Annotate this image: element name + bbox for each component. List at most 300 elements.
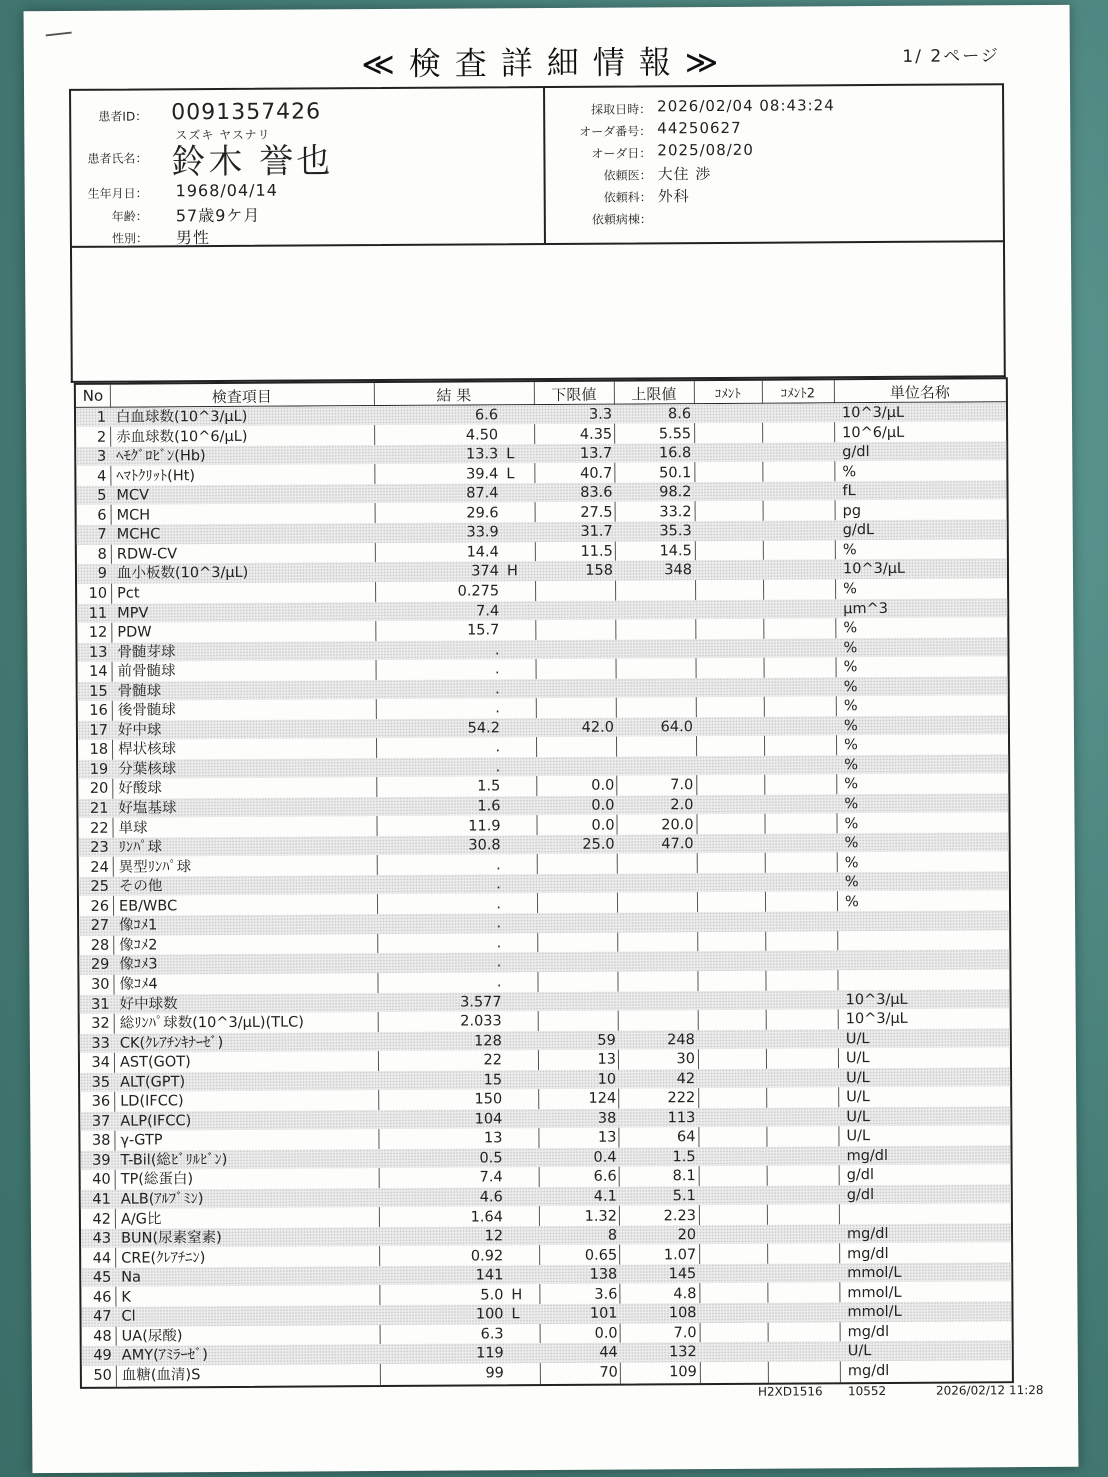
upper-limit: 64.0 [660, 718, 693, 736]
collected-value: 2026/02/04 08:43:24 [657, 96, 835, 116]
test-item: ﾘﾝﾊﾟ球 [118, 839, 163, 856]
unit-name: % [844, 835, 859, 852]
lower-limit: 13 [597, 1051, 617, 1068]
header-no: No [82, 386, 104, 405]
result-value: 150 [474, 1091, 503, 1108]
unit-name: mmol/L [847, 1304, 902, 1321]
pen-mark [46, 32, 72, 37]
result-value: 14.4 [466, 544, 499, 561]
row-no: 27 [90, 917, 110, 935]
unit-name: % [843, 581, 857, 598]
unit-name: % [842, 463, 857, 480]
collected-label: 採取日時： [591, 102, 652, 117]
row-no: 14 [89, 663, 108, 680]
abnormal-flag: L [506, 446, 515, 463]
result-value: . [495, 700, 500, 717]
unit-name: U/L [846, 1108, 870, 1125]
lower-limit: 38 [597, 1110, 617, 1127]
row-no: 9 [97, 566, 108, 583]
unit-name: g/dl [846, 1187, 875, 1204]
upper-limit: 5.55 [658, 425, 692, 442]
row-no: 34 [91, 1054, 111, 1071]
result-value: 12 [484, 1228, 504, 1245]
lower-limit: 101 [589, 1305, 618, 1323]
test-item: MCH [116, 507, 151, 524]
result-value: 100 [475, 1306, 504, 1323]
header-result: 結 果 [436, 386, 472, 405]
unit-name: 10^3/μL [845, 1010, 908, 1028]
row-no: 4 [97, 468, 107, 485]
unit-name: mmol/L [847, 1284, 902, 1301]
test-item: PDW [117, 624, 152, 641]
result-value: 0.92 [470, 1247, 504, 1265]
unit-name: U/L [846, 1128, 871, 1145]
unit-name: % [843, 698, 858, 715]
patient-name-label: 患者氏名： [87, 151, 148, 166]
result-value: . [494, 661, 500, 678]
lower-limit: 13 [597, 1129, 617, 1147]
row-no: 15 [89, 683, 108, 700]
dob-label: 生年月日： [87, 186, 148, 201]
unit-name: g/dL [842, 522, 875, 539]
upper-limit: 42 [676, 1070, 696, 1087]
test-item: 白血球数(10^3/μL) [115, 408, 248, 426]
upper-limit: 5.1 [672, 1188, 696, 1205]
report-title: ≪検査詳細情報≫ [361, 42, 733, 84]
test-item: EB/WBC [118, 898, 178, 915]
row-no: 24 [90, 859, 109, 876]
row-no: 50 [93, 1367, 112, 1384]
unit-name: % [844, 776, 859, 793]
result-value: 141 [475, 1267, 504, 1284]
result-value: . [496, 954, 502, 971]
test-item: AST(GOT) [119, 1054, 191, 1071]
upper-limit: 35.3 [659, 523, 692, 540]
info-divider [543, 88, 546, 243]
upper-limit: 14.5 [659, 542, 692, 560]
test-item: ﾍﾏﾄｸﾘｯﾄ(Ht) [116, 467, 196, 485]
result-value: . [496, 935, 502, 952]
lower-limit: 138 [589, 1266, 618, 1283]
row-no: 6 [97, 507, 107, 524]
lower-limit: 10 [597, 1071, 617, 1088]
doctor-label: 依頼医： [603, 168, 652, 183]
test-item: MPV [117, 604, 149, 622]
test-item: T-Bil(総ﾋﾞﾘﾙﾋﾞﾝ) [120, 1151, 228, 1169]
dob-value: 1968/04/14 [175, 180, 278, 201]
test-item: CK(ｸﾚｱﾁﾝｷﾅｰｾﾞ) [119, 1034, 224, 1052]
test-item: RDW-CV [116, 546, 178, 563]
lower-limit: 1.32 [584, 1208, 617, 1225]
lower-limit: 0.0 [591, 778, 615, 795]
header-item: 検査項目 [211, 387, 272, 407]
upper-limit: 30 [676, 1051, 696, 1068]
upper-limit: 348 [664, 562, 693, 579]
row-no: 30 [90, 976, 110, 993]
sex-value: 男性 [175, 228, 211, 248]
result-value: . [495, 759, 501, 776]
result-value: 2.033 [460, 1013, 502, 1030]
unit-name: mg/dl [846, 1226, 889, 1243]
upper-limit: 222 [667, 1090, 696, 1107]
result-value: . [496, 876, 501, 893]
result-value: 13.3 [465, 446, 499, 463]
row-no: 33 [91, 1035, 110, 1052]
lower-limit: 3.3 [588, 406, 613, 423]
upper-limit: 4.8 [673, 1285, 697, 1303]
result-value: 1.5 [477, 778, 501, 795]
upper-limit: 8.1 [672, 1168, 696, 1185]
row-no: 49 [93, 1348, 112, 1365]
result-value: 29.6 [466, 505, 499, 522]
lower-limit: 59 [597, 1032, 616, 1049]
unit-name: % [842, 541, 857, 559]
test-item: 血小板数(10^3/μL) [116, 565, 249, 583]
upper-limit: 33.2 [659, 503, 692, 521]
unit-name: % [844, 893, 859, 910]
test-item: 像ｺﾒ3 [119, 956, 158, 974]
header-low: 下限値 [551, 385, 597, 404]
result-value: . [496, 896, 502, 913]
test-item: 桿状核球 [118, 741, 177, 758]
row-no: 29 [90, 957, 110, 974]
test-item: ﾍﾓｸﾞﾛﾋﾞﾝ(Hb) [116, 448, 206, 465]
test-item: 骨髄芽球 [117, 643, 176, 661]
row-no: 3 [96, 448, 107, 465]
lower-limit: 44 [599, 1344, 618, 1362]
row-no: 41 [92, 1191, 111, 1208]
row-no: 31 [91, 996, 110, 1013]
doctor-value: 大住 渉 [657, 165, 712, 184]
result-value: . [496, 915, 502, 932]
row-no: 2 [96, 429, 107, 446]
unit-name: 10^3/μL [842, 561, 906, 578]
lower-limit: 40.7 [580, 465, 613, 482]
test-item: 好塩基球 [118, 800, 177, 817]
abnormal-flag: H [511, 1286, 523, 1304]
test-item: AMY(ｱﾐﾗｰｾﾞ) [121, 1347, 208, 1365]
result-value: 119 [476, 1345, 504, 1362]
row-no: 18 [89, 742, 109, 759]
result-value: . [494, 641, 500, 658]
unit-name: % [843, 678, 858, 695]
row-no: 5 [97, 487, 107, 504]
unit-name: mmol/L [847, 1265, 902, 1282]
unit-name: U/L [847, 1343, 872, 1360]
result-value: . [496, 856, 501, 873]
lower-limit: 0.0 [591, 797, 615, 814]
lower-limit: 83.6 [580, 484, 613, 502]
upper-limit: 64 [676, 1129, 696, 1146]
unit-name: 10^3/μL [841, 404, 905, 422]
unit-name: % [844, 796, 859, 813]
result-value: 128 [474, 1032, 502, 1050]
row-no: 45 [92, 1269, 112, 1286]
row-no: 35 [91, 1074, 111, 1091]
row-no: 43 [92, 1230, 112, 1247]
result-value: 1.64 [470, 1208, 503, 1226]
row-no: 22 [90, 820, 109, 837]
upper-limit: 1.07 [663, 1246, 697, 1263]
lower-limit: 6.6 [593, 1169, 617, 1186]
result-value: 104 [474, 1111, 503, 1128]
upper-limit: 113 [667, 1109, 696, 1127]
lower-limit: 25.0 [582, 836, 615, 853]
unit-name: U/L [845, 1030, 870, 1047]
result-value: 99 [485, 1365, 504, 1382]
test-item: 分葉核球 [118, 761, 177, 778]
lab-report-sheet [24, 5, 1079, 1473]
result-value: 15.7 [466, 622, 500, 639]
upper-limit: 7.0 [670, 777, 694, 794]
result-value: . [495, 739, 501, 756]
unit-name: % [844, 854, 859, 871]
test-item: ALT(GPT) [120, 1073, 186, 1091]
lower-limit: 0.4 [593, 1149, 617, 1166]
unit-name: U/L [846, 1069, 870, 1086]
test-item: TP(総蛋白) [120, 1171, 194, 1189]
upper-limit: 20 [677, 1227, 697, 1244]
unit-name: % [844, 874, 859, 891]
upper-limit: 132 [669, 1344, 697, 1361]
unit-name: % [843, 620, 858, 637]
header-comment: ｺﾒﾝﾄ [714, 386, 741, 402]
order-date-label: オーダ日： [591, 146, 652, 161]
result-value: 7.4 [479, 1169, 503, 1186]
unit-name: % [844, 757, 858, 774]
result-value: 54.2 [467, 720, 500, 737]
test-item: ALP(IFCC) [120, 1113, 192, 1130]
memo-box [70, 240, 1006, 383]
row-no: 48 [93, 1328, 112, 1345]
test-item: 総ﾘﾝﾊﾟ球数(10^3/μL)(TLC) [119, 1014, 304, 1032]
header-unit: 単位名称 [889, 383, 950, 402]
upper-limit: 16.8 [658, 445, 692, 462]
row-no: 36 [91, 1093, 111, 1111]
lower-limit: 8 [607, 1227, 618, 1244]
lower-limit: 31.7 [580, 523, 613, 541]
row-no: 17 [89, 722, 108, 739]
result-value: 0.5 [479, 1150, 503, 1167]
result-value: 0.275 [457, 583, 500, 600]
unit-name: U/L [845, 1050, 870, 1067]
lower-limit: 11.5 [580, 543, 613, 560]
unit-name: mg/dl [847, 1362, 890, 1380]
unit-name: 10^3/μL [845, 991, 908, 1008]
test-item: Cl [121, 1308, 136, 1325]
test-item: その他 [118, 878, 163, 895]
test-item: MCV [116, 487, 150, 504]
lower-limit: 4.35 [579, 426, 613, 443]
row-no: 25 [90, 878, 109, 896]
upper-limit: 47.0 [661, 836, 694, 853]
row-no: 44 [92, 1250, 112, 1267]
lower-limit: 13.7 [579, 445, 613, 462]
row-no: 1 [96, 409, 107, 426]
test-item: 好酸球 [118, 780, 162, 798]
test-item: 像ｺﾒ4 [119, 976, 158, 993]
result-value: 4.50 [465, 426, 499, 444]
upper-limit: 248 [667, 1031, 695, 1048]
unit-name: % [843, 737, 858, 754]
row-no: 21 [89, 800, 109, 817]
test-item: 好中球数 [119, 995, 178, 1013]
row-no: 26 [90, 898, 110, 915]
test-item: CRE(ｸﾚｱﾁﾆﾝ) [121, 1249, 206, 1267]
result-value: 13 [483, 1130, 503, 1147]
order-date-value: 2025/08/20 [657, 140, 754, 160]
row-no: 23 [90, 839, 109, 856]
order-no-value: 44250627 [657, 118, 742, 138]
dept-label: 依頼科： [603, 190, 652, 205]
lower-limit: 4.1 [593, 1188, 617, 1205]
order-no-label: オーダ番号： [579, 124, 652, 139]
result-value: 1.6 [477, 798, 501, 815]
test-item: 後骨髄球 [117, 702, 176, 719]
upper-limit: 2.23 [663, 1207, 696, 1224]
result-value: 87.4 [466, 485, 499, 502]
result-value: 4.6 [479, 1189, 503, 1206]
test-item: 像ｺﾒ1 [119, 917, 158, 934]
unit-name: % [843, 639, 858, 656]
test-item: 血糖(血清)S [121, 1367, 201, 1384]
upper-limit: 20.0 [661, 816, 694, 833]
page-number: 1/ 2ページ [902, 46, 1000, 67]
upper-limit: 1.5 [672, 1149, 696, 1166]
unit-name: mg/dl [846, 1147, 889, 1165]
row-no: 7 [97, 527, 107, 544]
header-high: 上限値 [631, 385, 677, 404]
test-item: MCHC [116, 526, 161, 543]
upper-limit: 7.0 [673, 1324, 697, 1342]
abnormal-flag: L [511, 1306, 520, 1323]
test-item: BUN(尿素窒素) [120, 1230, 222, 1247]
lower-limit: 0.0 [591, 817, 615, 834]
upper-limit: 8.6 [667, 406, 692, 423]
upper-limit: 98.2 [659, 484, 692, 501]
dept-value: 外科 [657, 187, 690, 206]
upper-limit: 108 [668, 1305, 697, 1322]
age-label: 年齢： [111, 209, 148, 224]
result-value: 15 [483, 1071, 503, 1089]
unit-name: μm^3 [843, 600, 888, 617]
result-value: 39.4 [466, 465, 499, 483]
unit-name: 10^6/μL [842, 424, 905, 441]
test-item: 異型ﾘﾝﾊﾟ球 [118, 858, 192, 876]
unit-name: % [843, 717, 858, 735]
result-value: 5.0 [480, 1287, 504, 1304]
row-no: 46 [92, 1289, 112, 1306]
test-item: Na [121, 1269, 142, 1286]
row-no: 40 [92, 1172, 111, 1189]
lower-limit: 124 [588, 1090, 617, 1108]
row-no: 10 [88, 585, 108, 602]
lower-limit: 42.0 [581, 719, 614, 736]
test-item: 赤血球数(10^6/μL) [116, 428, 248, 446]
unit-name: pg [842, 502, 862, 519]
test-item: 前骨髄球 [117, 663, 176, 680]
test-item: A/G比 [120, 1210, 162, 1228]
result-value: 33.9 [466, 524, 499, 541]
footer-code1: H2XD1516 [757, 1384, 823, 1399]
result-value: . [496, 974, 502, 991]
result-value: . [495, 681, 500, 698]
test-item: ALB(ｱﾙﾌﾞﾐﾝ) [120, 1191, 204, 1208]
upper-limit: 50.1 [659, 464, 692, 481]
row-no: 28 [90, 937, 110, 954]
unit-name: % [843, 659, 858, 676]
test-item: 好中球 [117, 722, 162, 739]
test-item: Pct [117, 585, 140, 602]
row-no: 13 [88, 644, 108, 661]
row-no: 38 [91, 1133, 111, 1150]
lower-limit: 27.5 [580, 504, 613, 521]
footer-printed: 2026/02/12 11:28 [935, 1383, 1044, 1398]
row-no: 8 [97, 546, 107, 563]
abnormal-flag: L [506, 465, 515, 482]
age-value: 57歳9ケ月 [175, 205, 261, 226]
unit-name: fL [842, 483, 856, 500]
lower-limit: 70 [599, 1364, 618, 1381]
header-comment2: ｺﾒﾝﾄ2 [780, 386, 816, 402]
result-value: 3.577 [460, 993, 502, 1011]
upper-limit: 145 [668, 1266, 697, 1283]
row-no: 47 [93, 1308, 112, 1326]
unit-name: g/dl [842, 444, 870, 461]
unit-name: % [844, 815, 859, 832]
patient-name: 鈴木 誉也 [171, 141, 334, 183]
result-value: 30.8 [468, 837, 501, 854]
test-item: UA(尿酸) [121, 1328, 183, 1345]
lower-limit: 0.65 [584, 1247, 618, 1264]
row-no: 12 [88, 624, 108, 641]
lower-limit: 0.0 [594, 1325, 618, 1342]
unit-name: U/L [846, 1089, 870, 1106]
patient-kana: スズキ ヤスナリ [175, 127, 271, 143]
unit-name: g/dl [846, 1167, 875, 1184]
footer-code2: 10552 [847, 1383, 887, 1399]
patient-id: 0091357426 [171, 99, 322, 126]
lower-limit: 3.6 [594, 1286, 618, 1303]
abnormal-flag: H [506, 563, 518, 580]
patient-info-box [69, 83, 1005, 248]
unit-name: mg/dl [847, 1245, 889, 1262]
test-item: LD(IFCC) [120, 1093, 184, 1110]
upper-limit: 109 [669, 1364, 697, 1381]
row-no: 19 [89, 761, 109, 778]
row-no: 42 [92, 1211, 111, 1228]
ward-label: 依頼病棟： [591, 212, 652, 227]
unit-name: mg/dl [847, 1323, 890, 1341]
row-no: 32 [91, 1015, 110, 1032]
results-table [74, 377, 1014, 1389]
sex-label: 性別： [111, 231, 148, 246]
row-no: 16 [89, 702, 108, 720]
row-no: 20 [89, 781, 109, 798]
result-value: 6.6 [474, 407, 499, 424]
result-value: 11.9 [468, 817, 501, 835]
test-item: 単球 [118, 820, 148, 837]
test-item: K [121, 1289, 131, 1306]
lower-limit: 158 [585, 563, 614, 580]
result-value: 22 [483, 1052, 503, 1069]
test-item: 骨髄球 [117, 683, 162, 700]
result-value: 7.4 [476, 602, 500, 619]
row-no: 11 [88, 605, 108, 622]
patient-id-label: 患者ID： [98, 109, 148, 124]
result-value: 374 [471, 563, 500, 580]
row-no: 37 [91, 1113, 111, 1130]
